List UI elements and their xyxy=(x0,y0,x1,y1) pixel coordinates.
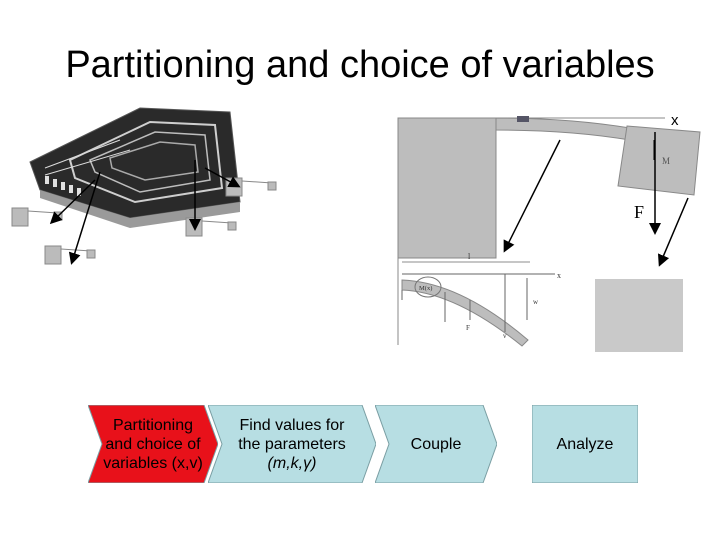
mass-block xyxy=(595,279,683,352)
step-line: and choice of xyxy=(105,435,201,453)
mass-label: M xyxy=(662,156,671,166)
x-axis-label: x xyxy=(557,271,561,280)
step-line: (m,k,γ) xyxy=(267,454,317,472)
step-line: Analyze xyxy=(556,435,614,453)
thumbnail-4 xyxy=(45,246,95,264)
step-line: Partitioning xyxy=(112,416,194,434)
slide-title: Partitioning and choice of variables xyxy=(65,44,655,86)
process-step-label xyxy=(88,405,218,483)
thumbnail-2 xyxy=(12,208,62,226)
thumbnail-1 xyxy=(226,178,276,196)
process-step-2 xyxy=(208,405,376,483)
arrow xyxy=(660,198,688,264)
force-label: F xyxy=(634,202,645,222)
process-step-4 xyxy=(532,405,638,483)
process-step-label xyxy=(532,405,638,483)
arrow xyxy=(505,140,560,250)
deflection-force-label: F xyxy=(466,324,470,332)
step-line: variables (x,v) xyxy=(103,454,203,472)
process-step-label xyxy=(375,405,497,483)
v-axis-label: v xyxy=(503,332,507,340)
process-step-3 xyxy=(375,405,497,483)
step-line: the parameters xyxy=(238,435,346,453)
deflection-w-label: w xyxy=(533,298,539,306)
thumbnail-3 xyxy=(186,218,236,236)
mems-chip-image xyxy=(30,108,240,228)
process-step-1 xyxy=(88,405,218,483)
process-step-label xyxy=(208,405,376,483)
moment-label: M(x) xyxy=(419,285,433,292)
step-line: Couple xyxy=(410,435,462,453)
deflection-diagram xyxy=(398,252,561,346)
x-axis-label-top: x xyxy=(671,112,679,129)
length-label: l xyxy=(468,252,471,261)
step-line: Find values for xyxy=(239,416,345,434)
